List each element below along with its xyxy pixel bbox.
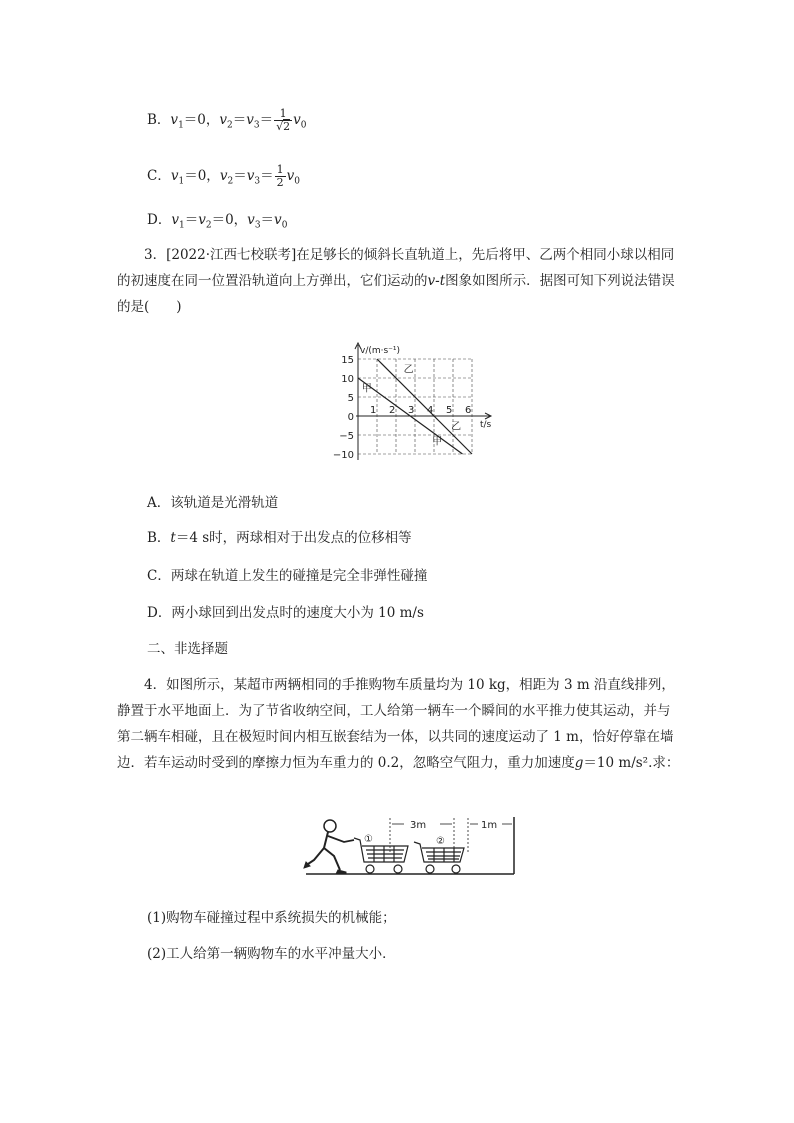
series-label: 甲 <box>432 436 443 448</box>
q3-option-a: A．该轨道是光滑轨道 <box>147 495 279 511</box>
q3-option-d: D．两小球回到出发点时的速度大小为 10 m/s <box>147 605 424 621</box>
worker-figure <box>304 820 354 874</box>
distance-1m: 1m <box>481 820 498 831</box>
series-label: 乙 <box>403 364 414 376</box>
fraction: $\frac{1}{2}$ <box>276 163 284 189</box>
y-tick-label: 10 <box>341 374 354 385</box>
q3-option-b: B．t＝4 s时，两球相对于出发点的位移相等 <box>147 530 412 546</box>
question-4: 4．如图所示，某超市两辆相同的手推购物车质量均为 10 kg，相距为 3 m 沿直线排列，静置于水平地面上．为了节省收纳空间，工人给第一辆车一个瞬间的水平推力使其运动，并与第二辆车相碰，且在极短时间内相互嵌套结为一体，以共同的速度运动了 1 m，恰好停靠在墙边．若车运动时受到的摩擦力恒为车重力的 0.2，忽略空气阻力，重力加速度g＝10 m/s².求： <box>117 677 680 771</box>
q3-option-c: C．两球在轨道上发生的碰撞是完全非弹性碰撞 <box>147 568 428 584</box>
cart-1 <box>354 838 408 873</box>
option-d: D．$v_1=v_2=0$，$v_3=v_0$ <box>147 212 288 231</box>
y-tick-label: −5 <box>339 431 354 442</box>
x-axis-label: t/s <box>480 420 492 430</box>
question-3: 3．[2022·江西七校联考]在足够长的倾斜长直轨道上，先后将甲、乙两个相同小球以相同的初速度在同一位置沿轨道向上方弹出，它们运动的v-t图象如图所示．据图可知下列说法错误的是( ) <box>117 247 675 315</box>
vt-chart <box>320 336 500 464</box>
fraction: $\frac{1}{√2}$ <box>276 107 291 133</box>
y-axis-label: v/(m·s⁻¹) <box>360 346 401 356</box>
x-tick-label: 5 <box>446 405 453 416</box>
y-tick-label: 15 <box>341 355 354 366</box>
x-tick-label: 4 <box>427 405 434 416</box>
cart-figure <box>300 812 522 880</box>
series-label: 乙 <box>451 421 462 433</box>
cart-2-label: ② <box>436 836 445 847</box>
x-tick-label: 1 <box>370 405 377 416</box>
y-tick-label: 5 <box>347 393 354 404</box>
x-tick-label: 3 <box>408 405 415 416</box>
y-tick-label: 0 <box>347 412 354 423</box>
option-b: B．$v_1=0$，$v_2=v_3=$ $\frac{1}{√2}$ $v_0$ <box>147 107 307 133</box>
cart-1-label: ① <box>364 834 373 845</box>
series-label: 甲 <box>361 383 372 395</box>
y-tick-label: −10 <box>332 450 354 461</box>
distance-3m: 3m <box>410 820 427 831</box>
x-tick-label: 2 <box>389 405 396 416</box>
option-c: C．$v_1=0$，$v_2=v_3=$ $\frac{1}{2}$ $v_0$ <box>147 163 300 189</box>
x-tick-label: 6 <box>465 405 472 416</box>
sub-question-1: (1)购物车碰撞过程中系统损失的机械能； <box>147 910 396 926</box>
section-heading: 二、非选择题 <box>147 641 228 657</box>
sub-question-2: (2)工人给第一辆购物车的水平冲量大小． <box>147 946 396 962</box>
